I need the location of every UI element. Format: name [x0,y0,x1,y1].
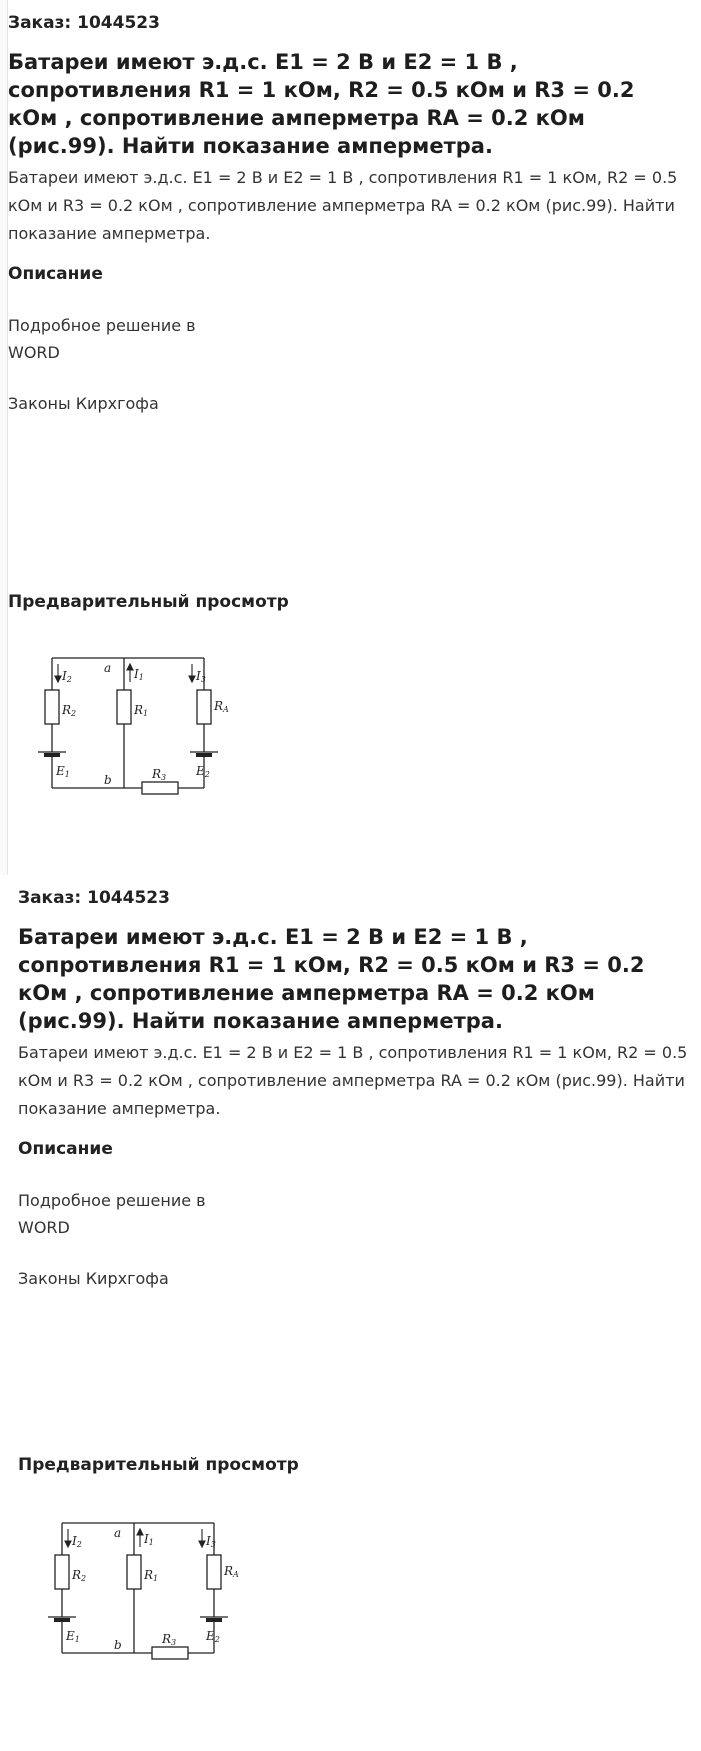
page-title: Батареи имеют э.д.с. E1 = 2 В и E2 = 1 В , сопротивления R1 = 1 кОм, R2 = 0.5 кОм и R3 = 0.2 кОм , сопротивление амперметра RA = 0.2 кОм (рис.99). Найти показание амперметра. [18,925,645,1033]
left-border [0,0,8,875]
label-a: a [114,1526,122,1540]
description-line-1: Подробное решение в WORD [18,1191,206,1237]
content-block-1 [0,0,701,875]
circuit-diagram [34,648,229,808]
label-E1: E1 [66,1629,80,1644]
problem-text: Батареи имеют э.д.с. E1 = 2 В и E2 = 1 В , сопротивления R1 = 1 кОм, R2 = 0.5 кОм и R3 = 0.2 кОм , сопротивление амперметра RA = 0.2 кОм (рис.99). Найти показание амперметра. [18,1043,688,1118]
description-line-2: Законы Кирхгофа [8,394,159,413]
label-E1: E1 [56,764,70,779]
label-I2: I2 [62,669,72,684]
label-R1: R1 [134,703,149,718]
label-R2: R2 [72,1568,87,1583]
content-inner [8,0,693,787]
label-b: b [114,1638,122,1652]
preview-heading: Предварительный просмотр [8,592,289,612]
description-heading: Описание [18,1139,113,1159]
label-RA: RA [224,1564,239,1579]
label-R2: R2 [62,703,77,718]
label-I3: I3 [196,669,206,684]
circuit-diagram [44,1513,239,1673]
page-title: Батареи имеют э.д.с. E1 = 2 В и E2 = 1 В , сопротивления R1 = 1 кОм, R2 = 0.5 кОм и R3 = 0.2 кОм , сопротивление амперметра RA = 0.2 кОм (рис.99). Найти показание амперметра. [8,50,635,158]
label-R3: R3 [162,1632,177,1647]
description-heading: Описание [8,264,103,284]
content-block-2 [0,875,701,1750]
label-E2: E2 [196,764,210,779]
label-I1: I1 [134,667,144,682]
label-R1: R1 [144,1568,159,1583]
description-line-1: Подробное решение в WORD [8,316,196,362]
label-b: b [104,773,112,787]
label-a: a [104,661,112,675]
label-RA: RA [214,699,229,714]
description-line-2: Законы Кирхгофа [18,1269,169,1288]
label-E2: E2 [206,1629,220,1644]
label-I2: I2 [72,1534,82,1549]
preview-heading: Предварительный просмотр [18,1455,299,1475]
label-I3: I3 [206,1534,216,1549]
content-inner [18,875,693,1652]
order-number: Заказ: 1044523 [18,888,170,908]
order-number: Заказ: 1044523 [8,13,160,33]
label-I1: I1 [144,1532,154,1547]
problem-text: Батареи имеют э.д.с. E1 = 2 В и E2 = 1 В , сопротивления R1 = 1 кОм, R2 = 0.5 кОм и R3 = 0.2 кОм , сопротивление амперметра RA = 0.2 кОм (рис.99). Найти показание амперметра. [8,168,678,243]
label-R3: R3 [152,767,167,782]
